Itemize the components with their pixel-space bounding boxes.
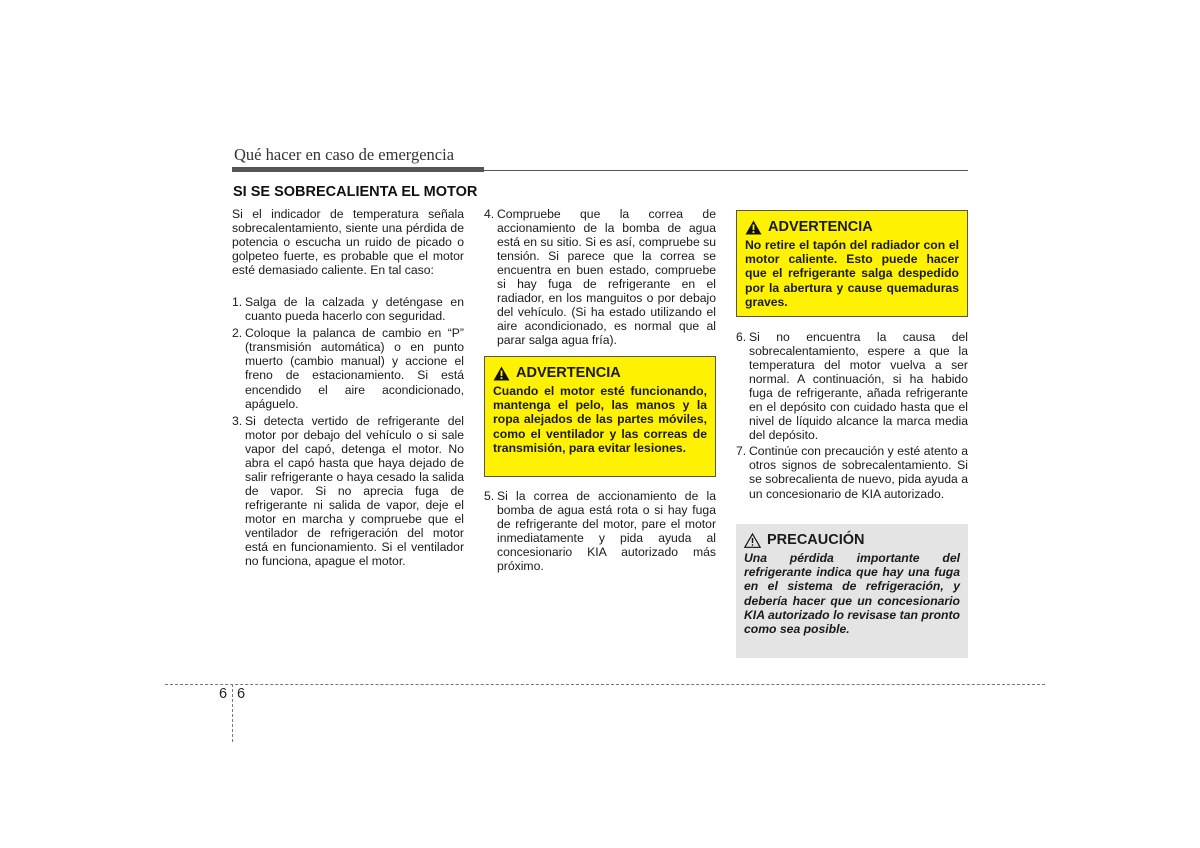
column-2-step-5: [484, 489, 716, 573]
column-3-steps: [736, 330, 968, 501]
header-rule-thick: [232, 167, 484, 172]
warning-title-text: ADVERTENCIA: [768, 219, 873, 235]
warning-triangle-icon: [745, 220, 762, 235]
warning-body: Cuando el motor esté funcionando, mantenga el pelo, las manos y la ropa alejados de las partes móviles, como el ventilador y las correas de transmisión, para evitar lesiones.: [493, 384, 707, 455]
step-7: [736, 444, 968, 500]
step-1: [232, 295, 464, 323]
header-rule-thin: [484, 170, 968, 171]
step-text: Si no encuentra la causa del sobrecalentamiento, espere a que la temperatura del motor vuelva a ser normal. A continuación, si ha habido fuga de refrigerante, añada refrigerante en el depósito con cuidado hasta que el nivel de líquido alcance la marca media del depósito.: [749, 330, 968, 443]
intro-paragraph: Si el indicador de temperatura señala sobrecalentamiento, siente una pérdida de potencia o escucha un ruido de picado o golpeteo fuerte, es probable que el motor esté demasiado caliente. En tal caso:: [232, 207, 464, 278]
step-6: [736, 330, 968, 442]
caution-title: [744, 532, 960, 548]
step-number: 1.: [232, 295, 243, 310]
warning-title-text: ADVERTENCIA: [516, 365, 621, 381]
column-1: [232, 207, 464, 568]
warning-title: [493, 365, 707, 381]
warning-box-engine-running: [484, 356, 716, 477]
warning-box-radiator-cap: [736, 210, 968, 317]
step-number: 4.: [484, 207, 495, 221]
step-text: Si la correa de accionamiento de la bomba de agua está rota o si hay fuga de refrigerante del motor, pare el motor inmediatamente y pida ayuda al concesionario KIA autorizado más próximo.: [497, 489, 716, 574]
step-number: 6.: [736, 330, 747, 344]
column-2-step-4: [484, 207, 716, 347]
caution-title-text: PRECAUCIÓN: [767, 532, 865, 548]
step-text: Compruebe que la correa de accionamiento de la bomba de agua está en su sitio. Si es así, compruebe su tensión. Si parece que la correa se encuentra en buen estado, compruebe si hay fuga de refrigerante en el radiador, en los manguitos o por debajo del vehículo. (Si ha estado utilizando el aire acondicionado, es normal que al parar salga agua fría).: [497, 207, 716, 348]
caution-triangle-icon: [744, 533, 761, 548]
step-number: 2.: [232, 326, 243, 341]
section-title: Qué hacer en caso de emergencia: [234, 145, 455, 164]
page-number: 6: [237, 686, 246, 702]
footer-dashed-rule: [165, 684, 1045, 685]
footer-dashed-divider: [232, 684, 233, 742]
step-number: 7.: [736, 444, 747, 459]
step-text: Continúe con precaución y esté atento a otros signos de sobrecalentamiento. Si se sobrecalienta de nuevo, pida ayuda a un concesionario de KIA autorizado.: [749, 444, 968, 501]
step-text: Coloque la palanca de cambio en “P” (transmisión automática) o en punto muerto (cambio manual) y accione el freno de estacionamiento. Si está encendido el aire acondicionado, apáguelo.: [245, 326, 464, 411]
main-heading: SI SE SOBRECALIENTA EL MOTOR: [233, 184, 478, 200]
caution-body: Una pérdida importante del refrigerante indica que hay una fuga en el sistema de refrigeración, y debería hacer que un concesionario KIA autorizado lo revisase tan pronto como sea posible.: [744, 551, 960, 637]
step-text: Si detecta vertido de refrigerante del motor por debajo del vehículo o si sale vapor del capó, detenga el motor. No abra el capó hasta que haya dejado de salir refrigerante o haya cesado la salida de vapor. Si no aprecia fuga de refrigerante ni salida de vapor, deje el motor en marcha y compruebe que el ventilador de refrigeración del motor está en funcionamiento. Si el ventilador no funciona, apague el motor.: [245, 413, 464, 569]
caution-box: [736, 524, 968, 658]
step-text: Salga de la calzada y deténgase en cuanto pueda hacerlo con seguridad.: [245, 295, 464, 324]
warning-title: [745, 219, 959, 235]
step-2: [232, 326, 464, 410]
step-number: 3.: [232, 413, 243, 428]
warning-triangle-icon: [493, 366, 510, 381]
warning-body: No retire el tapón del radiador con el motor caliente. Esto puede hacer que el refrigerante salga despedido por la abertura y cause quemaduras graves.: [745, 238, 959, 309]
step-number: 5.: [484, 489, 495, 503]
chapter-number: 6: [219, 686, 228, 702]
step-3: [232, 414, 464, 569]
